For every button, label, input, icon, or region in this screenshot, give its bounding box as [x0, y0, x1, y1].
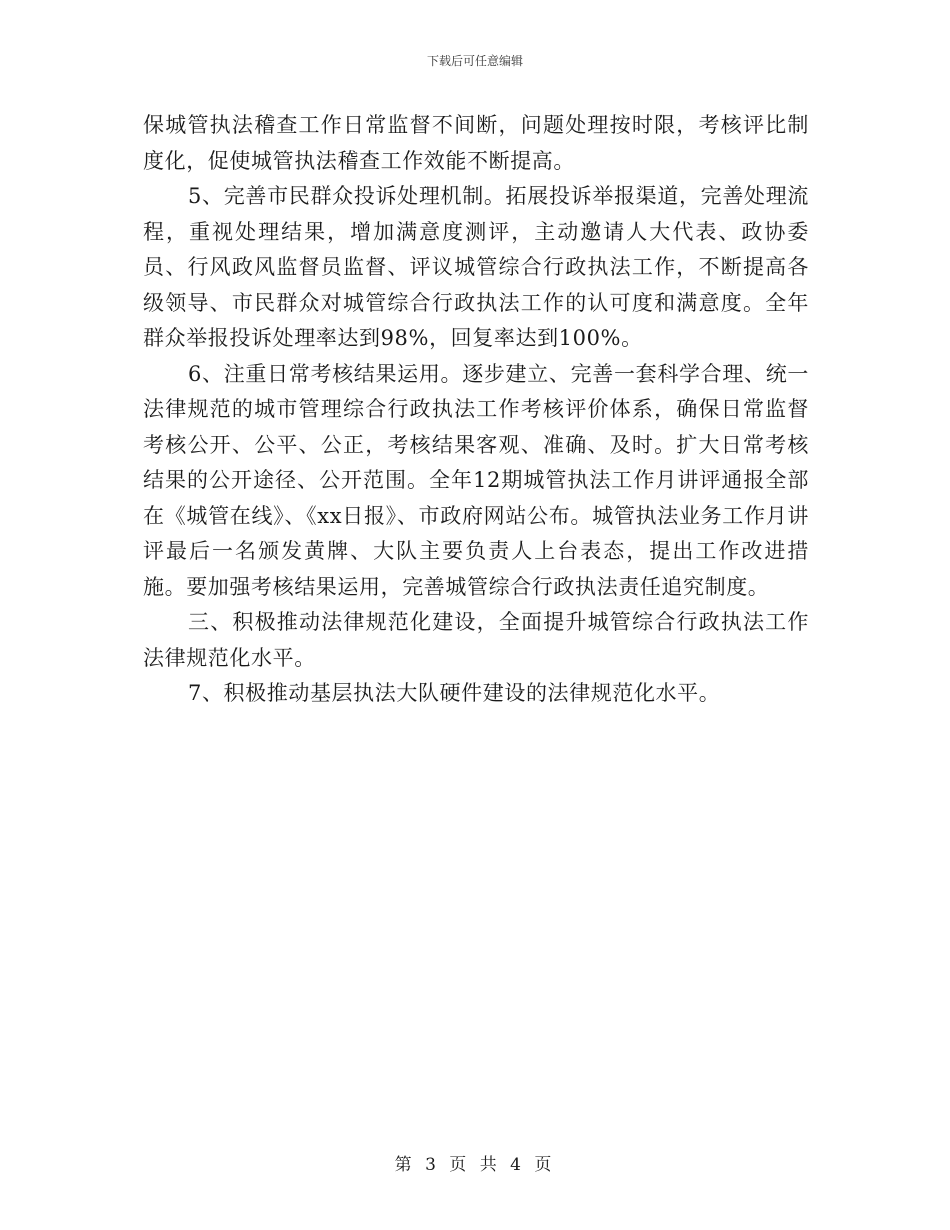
page-number-footer: 第 3 页 共 4 页: [394, 1155, 556, 1175]
paragraph-item-5: 5、完善市民群众投诉处理机制。拓展投诉举报渠道，完善处理流程，重视处理结果，增加满意度测评，主动邀请人大代表、政协委员、行风政风监督员监督、评议城管综合行政执法工作，不断提高各级领导、市民群众对城管综合行政执法工作的认可度和满意度。全年群众举报投诉处理率达到98%，回复率达到100%。: [143, 184, 809, 350]
section-heading-3: 三、积极推动法律规范化建设，全面提升城管综合行政执法工作法律规范化水平。: [143, 610, 809, 670]
paragraph-item-7: 7、积极推动基层执法大队硬件建设的法律规范化水平。: [188, 681, 721, 705]
document-body: [143, 108, 809, 712]
paragraph-item-6: 6、注重日常考核结果运用。逐步建立、完善一套科学合理、统一法律规范的城市管理综合行政执法工作考核评价体系，确保日常监督考核公开、公平、公正，考核结果客观、准确、及时。扩大日常考核结果的公开途径、公开范围。全年12期城管执法工作月讲评通报全部在《城管在线》、《xx日报》、市政府网站公布。城管执法业务工作月讲评最后一名颁发黄牌、大队主要负责人上台表态，提出工作改进措施。要加强考核结果运用，完善城管综合行政执法责任追究制度。: [143, 361, 809, 599]
paragraph-continuation: 保城管执法稽查工作日常监督不间断，问题处理按时限，考核评比制度化，促使城管执法稽查工作效能不断提高。: [143, 113, 809, 173]
page-header-note: 下载后可任意编辑: [426, 54, 523, 68]
